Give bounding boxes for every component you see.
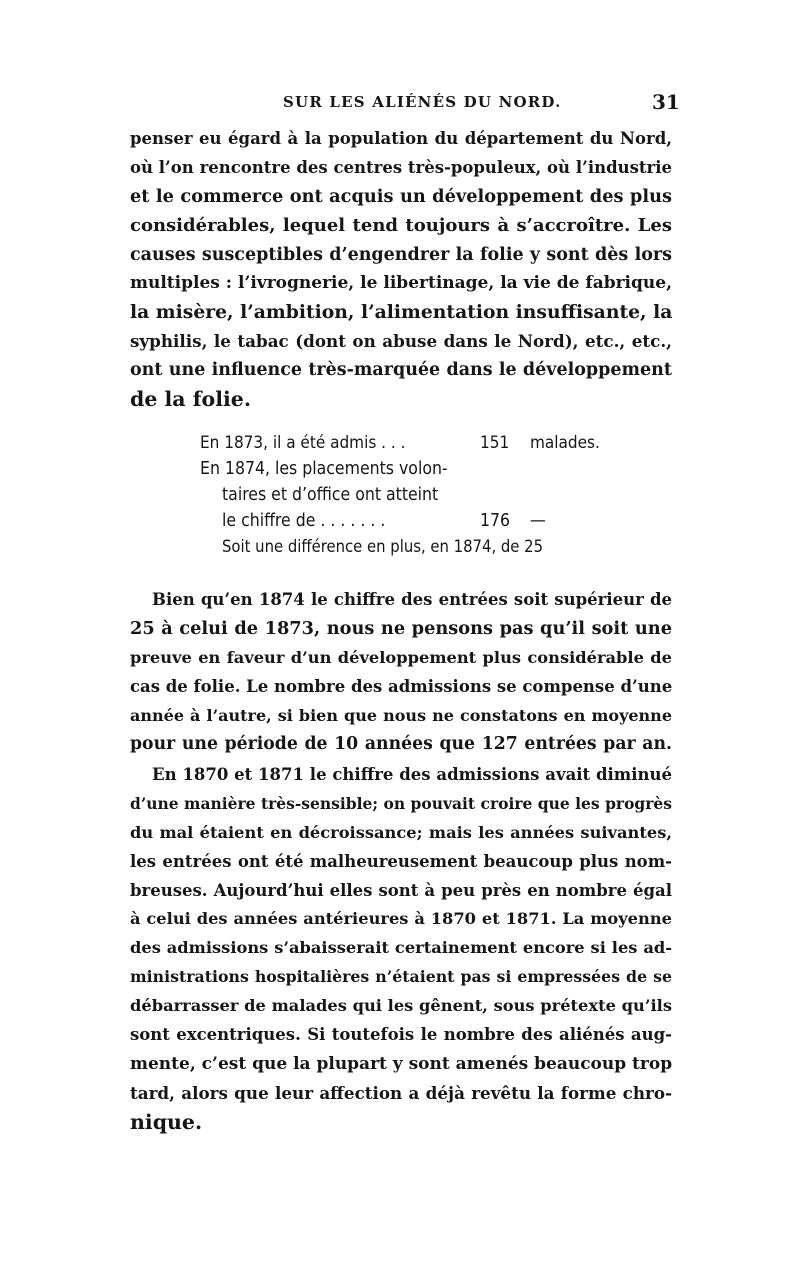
text-line: causes susceptibles d’engendrer la folie y sont dès lors	[130, 244, 672, 265]
stat-label: taires et d’office ont atteint	[222, 485, 439, 505]
admissions-statistics	[200, 430, 600, 560]
stat-row-1874-b	[200, 482, 600, 508]
text-line: considérables, lequel tend toujours à s’accroître. Les	[130, 214, 672, 236]
text-line: de la folie.	[130, 387, 251, 412]
stat-row-1874-a	[200, 456, 600, 482]
text-line: année à l’autre, si bien que nous ne constatons en moyenne	[130, 705, 672, 725]
page-header	[0, 90, 800, 119]
text-line: 25 à celui de 1873, nous ne pensons pas qu’il soit une	[130, 617, 672, 639]
stat-unit: malades.	[530, 433, 600, 453]
text-line: des admissions s’abaisserait certainement encore si les ad-	[130, 938, 672, 958]
stat-label: le chiffre de . . . . . . .	[222, 511, 386, 531]
text-line: multiples : l’ivrognerie, le libertinage, la vie de fabrique,	[130, 273, 672, 294]
paragraph-2	[130, 586, 672, 759]
text-line: preuve en faveur d’un développement plus considérable de	[130, 647, 672, 667]
text-line: la misère, l’ambition, l’alimentation insuffisante, la	[130, 301, 673, 324]
text-line: nique.	[130, 1109, 203, 1134]
text-line: où l’on rencontre des centres très-populeux, où l’industrie	[130, 157, 672, 177]
text-line: mente, c’est que la plupart y sont amenés beaucoup trop	[130, 1053, 673, 1074]
text-line: du mal étaient en décroissance; mais les années suivantes,	[130, 822, 672, 842]
text-line: sont excentriques. Si toutefois le nombre des aliénés aug-	[130, 1025, 672, 1045]
stat-row-1873	[200, 430, 600, 456]
stat-unit: —	[530, 511, 546, 531]
text-line: syphilis, le tabac (dont on abuse dans le Nord), etc., etc.,	[130, 331, 672, 352]
text-line: et le commerce ont acquis un développement des plus	[130, 185, 672, 207]
text-line: tard, alors que leur affection a déjà revêtu la forme chro-	[130, 1082, 672, 1103]
text-line: En 1870 et 1871 le chiffre des admissions avait diminué	[152, 765, 672, 784]
text-line: d’une manière très-sensible; on pouvait croire que les progrès	[130, 793, 672, 813]
text-line: pour une période de 10 années que 127 entrées par an.	[130, 734, 672, 755]
paragraph-1	[130, 125, 672, 414]
stat-difference: Soit une différence en plus, en 1874, de 25	[222, 537, 544, 556]
stat-label: En 1874, les placements volon-	[200, 459, 448, 479]
stat-value: 176	[480, 511, 511, 531]
stat-row-1874-c	[200, 508, 600, 534]
text-line: penser eu égard à la population du département du Nord,	[130, 129, 672, 148]
text-line: breuses. Aujourd’hui elles sont à peu près en nombre égal	[130, 880, 672, 900]
paragraph-3	[130, 761, 672, 1137]
text-line: ministrations hospitalières n’étaient pas si empressées de se	[130, 967, 672, 987]
text-line: Bien qu’en 1874 le chiffre des entrées soit supérieur de	[152, 590, 672, 609]
text-line: ont une influence très-marquée dans le développement	[130, 360, 672, 381]
page-number: 31	[652, 90, 680, 114]
text-line: à celui des années antérieures à 1870 et 1871. La moyenne	[130, 909, 672, 929]
text-line: cas de folie. Le nombre des admissions se compense d’une	[130, 676, 673, 696]
text-line: débarrasser de malades qui les gênent, sous prétexte qu’ils	[130, 996, 672, 1016]
text-line: les entrées ont été malheureusement beaucoup plus nom-	[130, 851, 672, 871]
stat-value: 151	[480, 433, 510, 453]
stat-label: En 1873, il a été admis . . .	[200, 433, 406, 453]
running-title: SUR LES ALIÉNÉS DU NORD.	[283, 93, 562, 111]
